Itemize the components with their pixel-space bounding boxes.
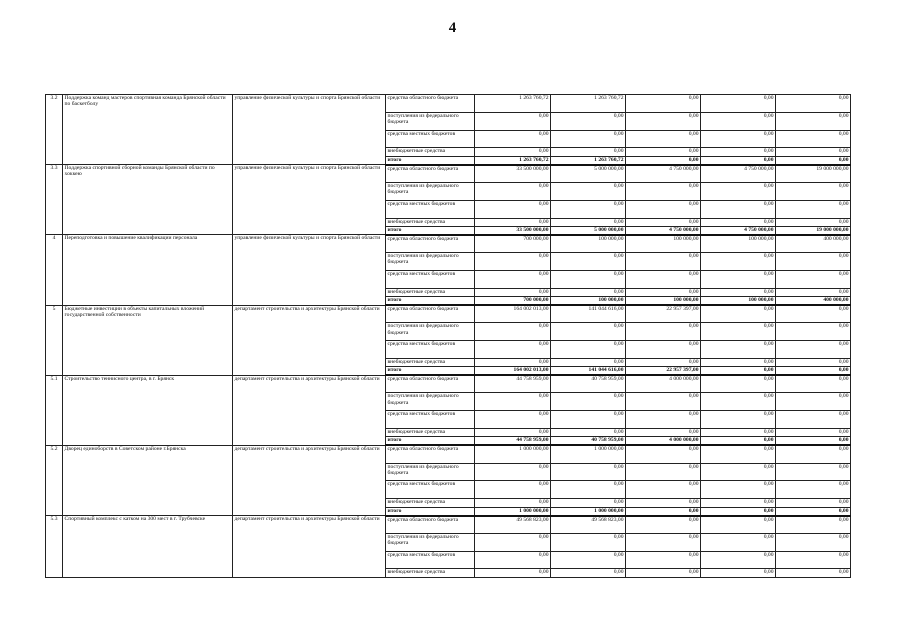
amount-cell: 0,00 (626, 200, 701, 218)
amount-cell: 0,00 (551, 270, 626, 288)
amount-cell: 0,00 (626, 288, 701, 296)
amount-cell: 0,00 (776, 551, 851, 569)
amount-cell: 700 000,00 (475, 297, 551, 305)
amount-cell: 0,00 (776, 463, 851, 481)
amount-cell: 5 000 000,00 (551, 226, 626, 234)
amount-cell: 0,00 (626, 445, 701, 463)
amount-cell: 0,00 (776, 112, 851, 130)
table-row (46, 516, 851, 534)
amount-cell: 0,00 (776, 429, 851, 437)
amount-cell: 1 000 000,00 (475, 507, 551, 515)
amount-cell: 0,00 (475, 358, 551, 366)
amount-cell: 40 758 959,00 (551, 375, 626, 393)
amount-cell: 0,00 (551, 358, 626, 366)
amount-cell: 0,00 (551, 182, 626, 200)
amount-cell: 0,00 (626, 463, 701, 481)
amount-cell: 0,00 (551, 411, 626, 429)
amount-cell: 400 000,00 (776, 235, 851, 253)
amount-cell: 0,00 (626, 182, 701, 200)
amount-cell: 0,00 (776, 499, 851, 507)
amount-cell: 0,00 (701, 507, 776, 515)
amount-cell: 700 000,00 (475, 235, 551, 253)
amount-cell: 40 758 959,00 (551, 437, 626, 445)
funding-source: средства местных бюджетов (386, 270, 475, 288)
amount-cell: 49 568 823,00 (551, 516, 626, 534)
amount-cell: 0,00 (551, 130, 626, 148)
amount-cell: 0,00 (551, 148, 626, 156)
amount-cell: 100 000,00 (626, 235, 701, 253)
amount-cell: 0,00 (475, 323, 551, 341)
amount-cell: 0,00 (776, 341, 851, 359)
amount-cell: 0,00 (776, 516, 851, 534)
amount-cell: 0,00 (701, 481, 776, 499)
amount-cell: 141 044 616,00 (551, 305, 626, 323)
amount-cell: 0,00 (776, 393, 851, 411)
amount-cell: 0,00 (776, 569, 851, 577)
amount-cell: 0,00 (626, 507, 701, 515)
budget-table-body (46, 95, 851, 578)
amount-cell: 0,00 (776, 437, 851, 445)
item-code: 5.3 (46, 516, 63, 578)
amount-cell: 0,00 (701, 375, 776, 393)
amount-cell: 0,00 (626, 411, 701, 429)
amount-cell: 0,00 (701, 218, 776, 226)
amount-cell: 0,00 (551, 499, 626, 507)
amount-cell: 22 957 397,00 (626, 305, 701, 323)
amount-cell: 0,00 (701, 516, 776, 534)
item-code: 5.1 (46, 375, 63, 445)
amount-cell: 0,00 (776, 200, 851, 218)
amount-cell: 0,00 (701, 341, 776, 359)
amount-cell: 4 000 000,00 (626, 375, 701, 393)
amount-cell: 4 000 000,00 (626, 437, 701, 445)
amount-cell: 0,00 (701, 323, 776, 341)
amount-cell: 0,00 (626, 358, 701, 366)
amount-cell: 0,00 (475, 112, 551, 130)
funding-source: итого (386, 367, 475, 375)
amount-cell: 0,00 (626, 533, 701, 551)
item-code: 4 (46, 235, 63, 305)
amount-cell: 0,00 (776, 218, 851, 226)
amount-cell: 0,00 (551, 429, 626, 437)
amount-cell: 0,00 (551, 463, 626, 481)
amount-cell: 0,00 (626, 551, 701, 569)
amount-cell: 1 000 000,00 (551, 507, 626, 515)
amount-cell: 0,00 (551, 112, 626, 130)
amount-cell: 0,00 (475, 218, 551, 226)
amount-cell: 0,00 (701, 393, 776, 411)
amount-cell: 33 500 000,00 (475, 165, 551, 183)
amount-cell: 0,00 (776, 288, 851, 296)
amount-cell: 19 000 000,00 (776, 165, 851, 183)
table-row (46, 445, 851, 463)
amount-cell: 0,00 (776, 270, 851, 288)
amount-cell: 0,00 (701, 156, 776, 164)
item-code: 3.2 (46, 95, 63, 165)
amount-cell: 0,00 (475, 463, 551, 481)
funding-source: средства местных бюджетов (386, 130, 475, 148)
amount-cell: 4 750 000,00 (626, 165, 701, 183)
item-executor: управление физической культуры и спорта Брянской области (233, 95, 386, 165)
amount-cell: 0,00 (626, 516, 701, 534)
item-name: Поддержка команд мастеров спортивная команда Брянской области по баскетболу (63, 95, 233, 165)
amount-cell: 0,00 (475, 341, 551, 359)
amount-cell: 1 000 000,00 (551, 445, 626, 463)
funding-source: итого (386, 156, 475, 164)
amount-cell: 0,00 (626, 393, 701, 411)
funding-source: средства областного бюджета (386, 445, 475, 463)
amount-cell: 0,00 (776, 130, 851, 148)
amount-cell: 0,00 (551, 569, 626, 577)
amount-cell: 100 000,00 (551, 235, 626, 253)
funding-source: средства областного бюджета (386, 165, 475, 183)
amount-cell: 0,00 (701, 463, 776, 481)
amount-cell: 0,00 (701, 445, 776, 463)
amount-cell: 0,00 (701, 569, 776, 577)
funding-source: поступления из федерального бюджета (386, 253, 475, 271)
funding-source: внебюджетные средства (386, 358, 475, 366)
amount-cell: 0,00 (701, 130, 776, 148)
amount-cell: 0,00 (701, 305, 776, 323)
funding-source: средства областного бюджета (386, 516, 475, 534)
amount-cell: 0,00 (551, 533, 626, 551)
amount-cell: 0,00 (776, 148, 851, 156)
amount-cell: 0,00 (475, 429, 551, 437)
amount-cell: 0,00 (776, 95, 851, 113)
amount-cell: 0,00 (626, 253, 701, 271)
item-code: 3.3 (46, 165, 63, 235)
item-name: Спортивный комплекс с катком на 300 мест в г. Трубчевске (63, 516, 233, 578)
amount-cell: 0,00 (626, 481, 701, 499)
amount-cell: 1 000 000,00 (475, 445, 551, 463)
funding-source: поступления из федерального бюджета (386, 182, 475, 200)
funding-source: средства областного бюджета (386, 305, 475, 323)
amount-cell: 0,00 (701, 148, 776, 156)
item-name: Поддержка спортивной сборной команды Брянской области по хоккею (63, 165, 233, 235)
item-name: Бюджетные инвестиции в объекты капитальных вложений государственной собственности (63, 305, 233, 375)
table-row (46, 375, 851, 393)
amount-cell: 0,00 (475, 288, 551, 296)
item-name: Дворец единоборств в Советском районе г.Брянска (63, 445, 233, 515)
amount-cell: 100 000,00 (701, 235, 776, 253)
amount-cell: 0,00 (626, 130, 701, 148)
amount-cell: 0,00 (776, 305, 851, 323)
funding-source: средства местных бюджетов (386, 411, 475, 429)
amount-cell: 0,00 (701, 411, 776, 429)
budget-table (45, 94, 851, 578)
amount-cell: 0,00 (701, 95, 776, 113)
funding-source: поступления из федерального бюджета (386, 393, 475, 411)
amount-cell: 0,00 (475, 253, 551, 271)
funding-source: внебюджетные средства (386, 499, 475, 507)
amount-cell: 0,00 (776, 533, 851, 551)
amount-cell: 1 263 760,72 (551, 156, 626, 164)
amount-cell: 1 263 760,72 (551, 95, 626, 113)
item-executor: департамент строительства и архитектуры Брянской области (233, 375, 386, 445)
funding-source: итого (386, 297, 475, 305)
amount-cell: 0,00 (551, 323, 626, 341)
amount-cell: 0,00 (701, 437, 776, 445)
funding-source: средства местных бюджетов (386, 200, 475, 218)
amount-cell: 0,00 (626, 218, 701, 226)
funding-source: внебюджетные средства (386, 429, 475, 437)
funding-source: поступления из федерального бюджета (386, 323, 475, 341)
item-executor: департамент строительства и архитектуры Брянской области (233, 445, 386, 515)
amount-cell: 0,00 (701, 288, 776, 296)
table-row (46, 305, 851, 323)
amount-cell: 0,00 (475, 182, 551, 200)
amount-cell: 44 758 959,00 (475, 375, 551, 393)
item-executor: департамент строительства и архитектуры Брянской области (233, 305, 386, 375)
item-code: 5 (46, 305, 63, 375)
funding-source: средства местных бюджетов (386, 481, 475, 499)
amount-cell: 5 000 000,00 (551, 165, 626, 183)
amount-cell: 0,00 (701, 200, 776, 218)
funding-source: поступления из федерального бюджета (386, 463, 475, 481)
item-name: Строительство теннисного центра, в г. Брянск (63, 375, 233, 445)
amount-cell: 0,00 (475, 270, 551, 288)
funding-source: внебюджетные средства (386, 148, 475, 156)
amount-cell: 0,00 (776, 507, 851, 515)
item-executor: департамент строительства и архитектуры Брянской области (233, 516, 386, 578)
funding-source: средства областного бюджета (386, 235, 475, 253)
amount-cell: 0,00 (551, 200, 626, 218)
funding-source: внебюджетные средства (386, 218, 475, 226)
amount-cell: 0,00 (475, 569, 551, 577)
amount-cell: 0,00 (475, 533, 551, 551)
amount-cell: 0,00 (475, 411, 551, 429)
table-row (46, 165, 851, 183)
amount-cell: 0,00 (776, 375, 851, 393)
amount-cell: 0,00 (551, 218, 626, 226)
amount-cell: 0,00 (551, 253, 626, 271)
amount-cell: 1 263 760,72 (475, 95, 551, 113)
amount-cell: 0,00 (776, 156, 851, 164)
amount-cell: 0,00 (475, 200, 551, 218)
amount-cell: 0,00 (776, 411, 851, 429)
amount-cell: 0,00 (701, 551, 776, 569)
amount-cell: 0,00 (701, 429, 776, 437)
amount-cell: 0,00 (626, 569, 701, 577)
amount-cell: 0,00 (475, 481, 551, 499)
amount-cell: 0,00 (776, 253, 851, 271)
amount-cell: 100 000,00 (551, 297, 626, 305)
amount-cell: 0,00 (626, 156, 701, 164)
amount-cell: 0,00 (626, 112, 701, 130)
amount-cell: 0,00 (551, 393, 626, 411)
funding-source: итого (386, 437, 475, 445)
funding-source: внебюджетные средства (386, 569, 475, 577)
amount-cell: 0,00 (701, 112, 776, 130)
funding-source: средства областного бюджета (386, 375, 475, 393)
amount-cell: 141 044 616,00 (551, 367, 626, 375)
amount-cell: 0,00 (701, 270, 776, 288)
amount-cell: 0,00 (776, 323, 851, 341)
funding-source: итого (386, 507, 475, 515)
item-code: 5.2 (46, 445, 63, 515)
amount-cell: 0,00 (776, 445, 851, 463)
amount-cell: 0,00 (776, 358, 851, 366)
amount-cell: 0,00 (475, 551, 551, 569)
amount-cell: 0,00 (776, 182, 851, 200)
amount-cell: 0,00 (776, 481, 851, 499)
amount-cell: 164 002 013,00 (475, 305, 551, 323)
amount-cell: 0,00 (626, 341, 701, 359)
amount-cell: 0,00 (701, 367, 776, 375)
amount-cell: 0,00 (701, 499, 776, 507)
table-row (46, 95, 851, 113)
funding-source: средства областного бюджета (386, 95, 475, 113)
amount-cell: 0,00 (701, 182, 776, 200)
amount-cell: 164 002 013,00 (475, 367, 551, 375)
amount-cell: 0,00 (626, 429, 701, 437)
amount-cell: 100 000,00 (701, 297, 776, 305)
amount-cell: 49 568 823,00 (475, 516, 551, 534)
amount-cell: 0,00 (475, 393, 551, 411)
amount-cell: 100 000,00 (626, 297, 701, 305)
amount-cell: 0,00 (551, 341, 626, 359)
amount-cell: 0,00 (626, 270, 701, 288)
table-row (46, 235, 851, 253)
amount-cell: 0,00 (475, 499, 551, 507)
item-name: Переподготовка и повышение квалификации персонала (63, 235, 233, 305)
amount-cell: 0,00 (626, 499, 701, 507)
item-executor: управление физической культуры и спорта Брянской области (233, 165, 386, 235)
amount-cell: 0,00 (475, 148, 551, 156)
amount-cell: 0,00 (701, 533, 776, 551)
amount-cell: 400 000,00 (776, 297, 851, 305)
amount-cell: 0,00 (551, 551, 626, 569)
amount-cell: 22 957 397,00 (626, 367, 701, 375)
item-executor: управление физической культуры и спорта Брянской области (233, 235, 386, 305)
amount-cell: 0,00 (626, 148, 701, 156)
funding-source: средства местных бюджетов (386, 551, 475, 569)
page-number: 4 (448, 20, 457, 36)
amount-cell: 0,00 (776, 367, 851, 375)
amount-cell: 0,00 (701, 358, 776, 366)
funding-source: итого (386, 226, 475, 234)
funding-source: поступления из федерального бюджета (386, 533, 475, 551)
amount-cell: 1 263 760,72 (475, 156, 551, 164)
funding-source: средства местных бюджетов (386, 341, 475, 359)
amount-cell: 0,00 (551, 481, 626, 499)
amount-cell: 0,00 (626, 95, 701, 113)
amount-cell: 4 750 000,00 (626, 226, 701, 234)
amount-cell: 33 500 000,00 (475, 226, 551, 234)
amount-cell: 0,00 (551, 288, 626, 296)
funding-source: внебюджетные средства (386, 288, 475, 296)
amount-cell: 19 000 000,00 (776, 226, 851, 234)
amount-cell: 4 750 000,00 (701, 165, 776, 183)
funding-source: поступления из федерального бюджета (386, 112, 475, 130)
amount-cell: 44 758 959,00 (475, 437, 551, 445)
amount-cell: 0,00 (701, 253, 776, 271)
amount-cell: 0,00 (626, 323, 701, 341)
amount-cell: 0,00 (475, 130, 551, 148)
amount-cell: 4 750 000,00 (701, 226, 776, 234)
